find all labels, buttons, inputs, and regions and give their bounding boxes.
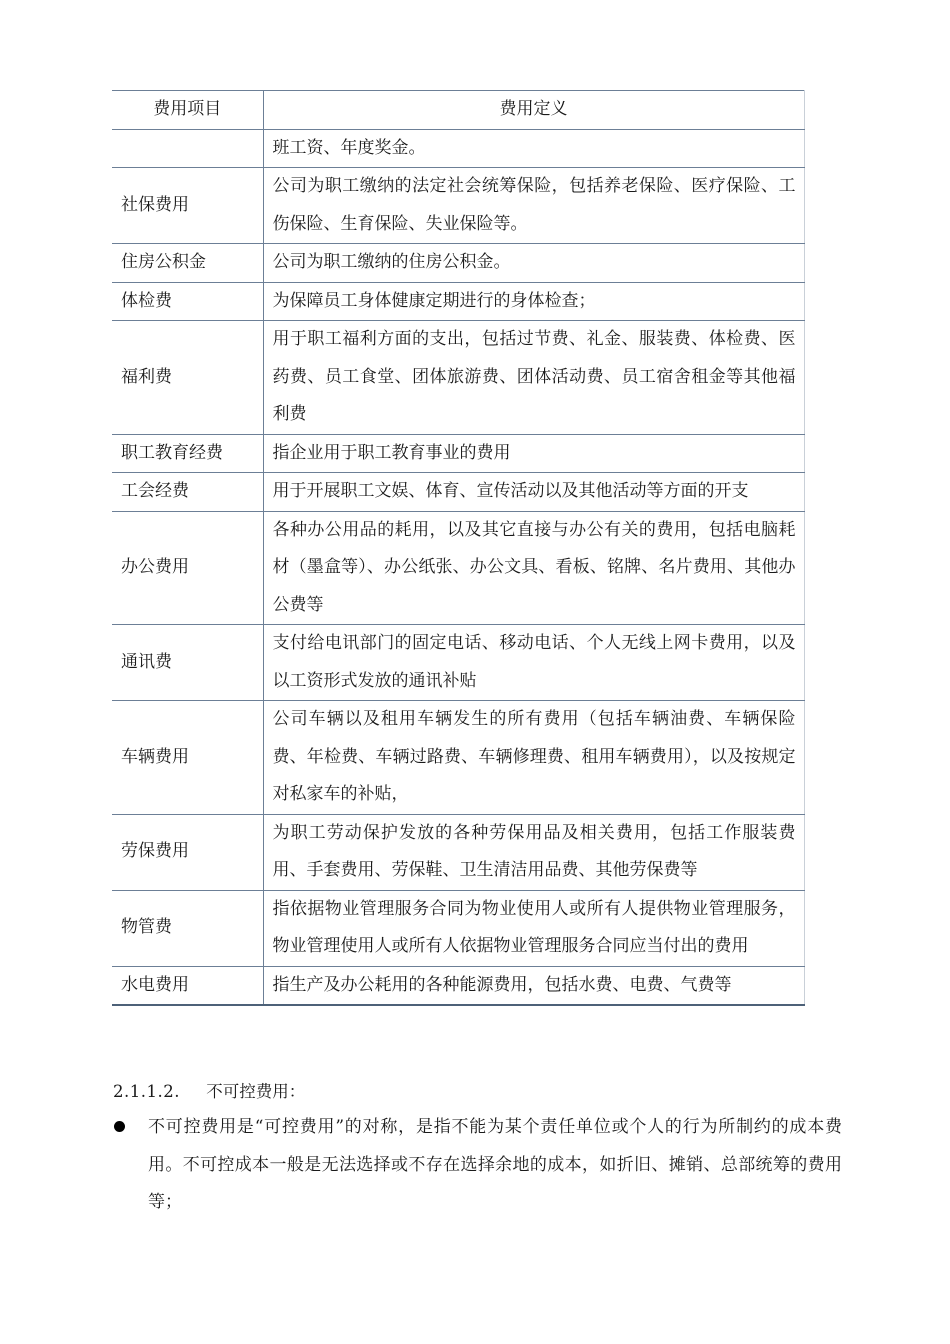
- table-row: [112, 244, 804, 283]
- table-row: [112, 701, 804, 815]
- expense-item-cell: 社保费用: [112, 168, 263, 244]
- table-row: [112, 814, 804, 890]
- table-row: [112, 282, 804, 321]
- table-row: [112, 966, 804, 1005]
- expense-definition-cell: 为职工劳动保护发放的各种劳保用品及相关费用，包括工作服装费用、手套费用、劳保鞋、卫生清洁用品费、其他劳保费等: [263, 814, 804, 890]
- expense-item-cell: 住房公积金: [112, 244, 263, 283]
- expense-item-cell: 车辆费用: [112, 701, 263, 815]
- expense-definition-cell: 班工资、年度奖金。: [263, 129, 804, 168]
- table-row: [112, 321, 804, 435]
- expense-item-cell: 劳保费用: [112, 814, 263, 890]
- expense-definition-cell: 支付给电讯部门的固定电话、移动电话、个人无线上网卡费用，以及以工资形式发放的通讯补贴: [263, 625, 804, 701]
- expense-definition-cell: 各种办公用品的耗用，以及其它直接与办公有关的费用，包括电脑耗材（墨盒等）、办公纸张、办公文具、看板、铭牌、名片费用、其他办公费等: [263, 511, 804, 625]
- expense-definition-cell: 为保障员工身体健康定期进行的身体检查；: [263, 282, 804, 321]
- table-row: [112, 625, 804, 701]
- table-row: [112, 473, 804, 512]
- expense-item-cell: 职工教育经费: [112, 434, 263, 473]
- table-row: [112, 434, 804, 473]
- expense-item-cell: 通讯费: [112, 625, 263, 701]
- section-title: 不可控费用：: [206, 1082, 306, 1101]
- expense-definition-cell: 用于开展职工文娱、体育、宣传活动以及其他活动等方面的开支: [263, 473, 804, 512]
- table-row: [112, 168, 804, 244]
- expense-definition-table: [112, 90, 805, 1006]
- header-expense-definition: 费用定义: [263, 91, 804, 130]
- expense-definition-cell: 指依据物业管理服务合同为物业使用人或所有人提供物业管理服务，物业管理使用人或所有人依据物业管理服务合同应当付出的费用: [263, 890, 804, 966]
- bullet-icon: [114, 1121, 125, 1132]
- section-heading: [113, 1080, 305, 1104]
- expense-definition-cell: 用于职工福利方面的支出，包括过节费、礼金、服装费、体检费、医药费、员工食堂、团体旅游费、团体活动费、员工宿舍租金等其他福利费: [263, 321, 804, 435]
- expense-definition-cell: 公司为职工缴纳的法定社会统筹保险，包括养老保险、医疗保险、工伤保险、生育保险、失业保险等。: [263, 168, 804, 244]
- expense-item-cell: 水电费用: [112, 966, 263, 1005]
- expense-definition-cell: 公司为职工缴纳的住房公积金。: [263, 244, 804, 283]
- expense-item-cell: 物管费: [112, 890, 263, 966]
- table-row: [112, 129, 804, 168]
- expense-item-cell: [112, 129, 263, 168]
- expense-item-cell: 体检费: [112, 282, 263, 321]
- table-row: [112, 511, 804, 625]
- expense-item-cell: 办公费用: [112, 511, 263, 625]
- expense-definition-cell: 指企业用于职工教育事业的费用: [263, 434, 804, 473]
- expense-item-cell: 工会经费: [112, 473, 263, 512]
- expense-item-cell: 福利费: [112, 321, 263, 435]
- bullet-text: 不可控费用是“可控费用”的对称，是指不能为某个责任单位或个人的行为所制约的成本费用。不可控成本一般是无法选择或不存在选择余地的成本，如折旧、摊销、总部统筹的费用等；: [148, 1117, 842, 1212]
- header-expense-item: 费用项目: [112, 91, 263, 130]
- expense-definition-cell: 指生产及办公耗用的各种能源费用，包括水费、电费、气费等: [263, 966, 804, 1005]
- table-row: [112, 890, 804, 966]
- bullet-list-item: [112, 1109, 842, 1222]
- section-number: 2.1.1.2.: [113, 1082, 180, 1101]
- expense-definition-cell: 公司车辆以及租用车辆发生的所有费用（包括车辆油费、车辆保险费、年检费、车辆过路费、车辆修理费、租用车辆费用），以及按规定对私家车的补贴，: [263, 701, 804, 815]
- table-header-row: [112, 91, 804, 130]
